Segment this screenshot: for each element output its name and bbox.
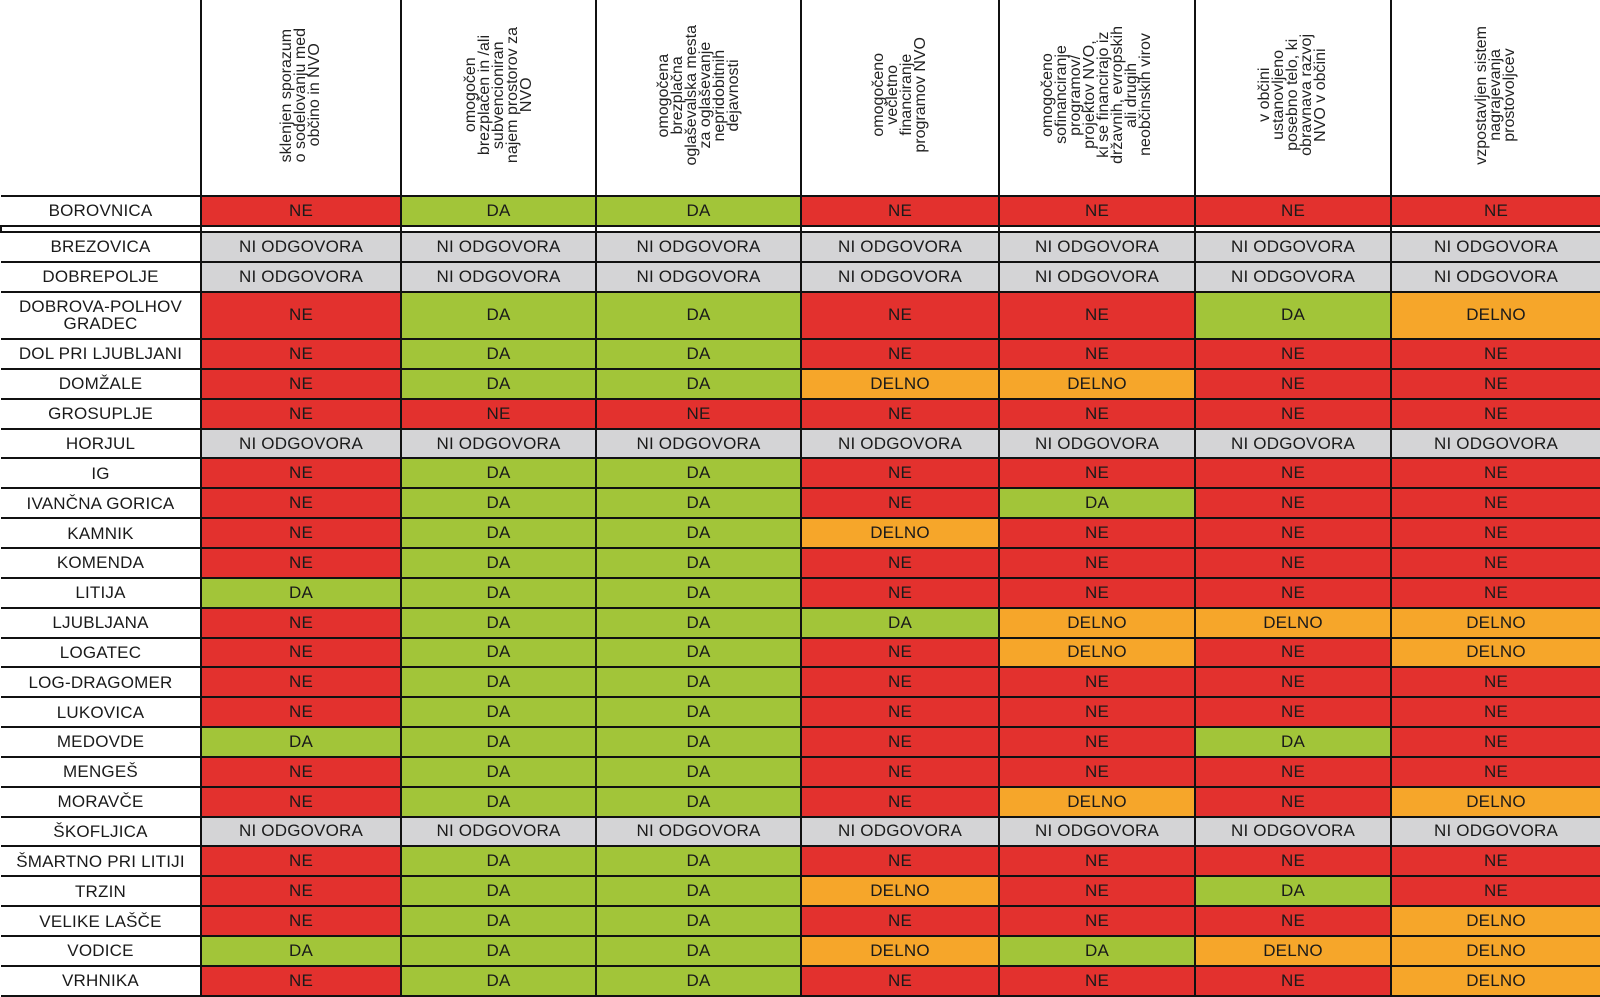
answer-cell: NE xyxy=(999,906,1195,936)
answer-cell: DA xyxy=(401,667,596,697)
municipality-label: ŠMARTNO PRI LITIJI xyxy=(1,846,201,876)
answer-cell: NI ODGOVORA xyxy=(801,232,999,262)
table-row xyxy=(1,906,1600,936)
table-row xyxy=(1,369,1600,399)
answer-cell: DA xyxy=(596,548,801,578)
answer-cell: DA xyxy=(999,936,1195,966)
answer-cell: NE xyxy=(801,787,999,817)
answer-cell: NE xyxy=(1391,399,1600,429)
answer-cell: NI ODGOVORA xyxy=(801,817,999,847)
answer-cell: NE xyxy=(201,339,401,369)
table-row xyxy=(1,936,1600,966)
municipality-label: VODICE xyxy=(1,936,201,966)
answer-cell: NE xyxy=(401,399,596,429)
answer-cell: DA xyxy=(401,936,596,966)
answer-cell: NE xyxy=(201,548,401,578)
answer-cell: NE xyxy=(201,787,401,817)
answer-cell: DA xyxy=(401,638,596,668)
answer-cell: DA xyxy=(401,727,596,757)
answer-cell: NE xyxy=(999,548,1195,578)
table-row xyxy=(1,518,1600,548)
table-row xyxy=(1,787,1600,817)
answer-cell: DA xyxy=(401,518,596,548)
answer-cell: DA xyxy=(596,638,801,668)
answer-cell: DA xyxy=(596,369,801,399)
answer-cell: DA xyxy=(596,757,801,787)
answer-cell: NE xyxy=(801,846,999,876)
answer-cell: NI ODGOVORA xyxy=(1391,262,1600,292)
answer-cell: NE xyxy=(1195,488,1391,518)
answer-cell: NE xyxy=(999,339,1195,369)
answer-cell: DA xyxy=(596,578,801,608)
answer-cell: NE xyxy=(201,638,401,668)
answer-cell: NE xyxy=(801,757,999,787)
municipality-label: LOGATEC xyxy=(1,638,201,668)
answer-cell: DELNO xyxy=(999,608,1195,638)
answer-cell: NI ODGOVORA xyxy=(596,232,801,262)
answer-cell: NE xyxy=(1195,339,1391,369)
answer-cell: NE xyxy=(999,966,1195,996)
column-header-label: sklenjen sporazum o sodelovanju med občino in NVO xyxy=(278,27,323,163)
answer-cell: DA xyxy=(201,578,401,608)
answer-cell: DELNO xyxy=(1391,638,1600,668)
answer-cell: DA xyxy=(401,196,596,226)
answer-cell: DA xyxy=(401,697,596,727)
answer-cell: DELNO xyxy=(801,518,999,548)
answer-cell: NE xyxy=(596,399,801,429)
answer-cell: NE xyxy=(201,846,401,876)
answer-cell: DA xyxy=(1195,292,1391,339)
answer-cell: DA xyxy=(401,292,596,339)
table-row xyxy=(1,578,1600,608)
answer-cell: DA xyxy=(596,608,801,638)
answer-cell: NI ODGOVORA xyxy=(999,232,1195,262)
answer-cell: NE xyxy=(201,608,401,638)
answer-cell: DA xyxy=(596,876,801,906)
answer-cell: NI ODGOVORA xyxy=(801,262,999,292)
answer-cell: DA xyxy=(999,488,1195,518)
answer-cell: NE xyxy=(1195,846,1391,876)
answer-cell: NE xyxy=(1195,638,1391,668)
answer-cell: NE xyxy=(1195,966,1391,996)
answer-cell: DA xyxy=(596,727,801,757)
answer-cell: NE xyxy=(801,667,999,697)
answer-cell: NE xyxy=(1391,578,1600,608)
answer-cell: NE xyxy=(1391,458,1600,488)
column-header-label: omogočeno večletno financiranje programov NVO xyxy=(870,37,929,153)
column-header-label: omogočen brezplačen in /ali subvencioniran najem prostorov za NVO xyxy=(461,26,535,164)
municipality-label: VELIKE LAŠČE xyxy=(1,906,201,936)
answer-cell: NE xyxy=(999,876,1195,906)
answer-cell: NE xyxy=(999,578,1195,608)
answer-cell: DA xyxy=(401,578,596,608)
answer-cell: NE xyxy=(801,727,999,757)
municipality-label: DOBROVA-POLHOV GRADEC xyxy=(1,292,201,339)
answer-cell: NE xyxy=(1195,458,1391,488)
table-body xyxy=(1,196,1600,996)
answer-cell: NE xyxy=(1195,757,1391,787)
answer-cell: DA xyxy=(596,488,801,518)
answer-cell: NE xyxy=(1195,369,1391,399)
answer-cell: NE xyxy=(1391,697,1600,727)
answer-cell: NE xyxy=(1195,667,1391,697)
table-row xyxy=(1,638,1600,668)
answer-cell: NI ODGOVORA xyxy=(201,262,401,292)
answer-cell: NE xyxy=(1391,339,1600,369)
answer-cell: DA xyxy=(596,196,801,226)
municipality-label: ŠKOFLJICA xyxy=(1,817,201,847)
answer-cell: NI ODGOVORA xyxy=(1391,232,1600,262)
answer-cell: NI ODGOVORA xyxy=(1195,232,1391,262)
answer-cell: DELNO xyxy=(999,787,1195,817)
answer-cell: DA xyxy=(401,369,596,399)
answer-cell: DA xyxy=(596,339,801,369)
answer-cell: DA xyxy=(596,292,801,339)
answer-cell: DA xyxy=(596,966,801,996)
answer-cell: DELNO xyxy=(1391,936,1600,966)
answer-cell: NE xyxy=(1195,548,1391,578)
answer-cell: NE xyxy=(801,578,999,608)
table-row xyxy=(1,458,1600,488)
answer-cell: NE xyxy=(1195,518,1391,548)
answer-cell: NI ODGOVORA xyxy=(1195,817,1391,847)
answer-cell: NI ODGOVORA xyxy=(1195,262,1391,292)
answer-cell: NE xyxy=(999,846,1195,876)
answer-cell: NI ODGOVORA xyxy=(801,429,999,459)
answer-cell: NE xyxy=(1391,846,1600,876)
answer-cell: DA xyxy=(596,906,801,936)
municipality-label: MENGEŠ xyxy=(1,757,201,787)
municipality-label: DOL PRI LJUBLJANI xyxy=(1,339,201,369)
answer-cell: DA xyxy=(596,697,801,727)
answer-cell: NI ODGOVORA xyxy=(1391,817,1600,847)
column-header-label: v občini ustanovljeno posebno telo, ki obravnava razvoj NVO v občini xyxy=(1256,34,1329,156)
column-header xyxy=(801,0,999,196)
answer-cell: NI ODGOVORA xyxy=(596,262,801,292)
answer-cell: DA xyxy=(401,876,596,906)
table-row xyxy=(1,966,1600,996)
answer-cell: DA xyxy=(401,906,596,936)
answer-cell: DELNO xyxy=(1195,608,1391,638)
column-header xyxy=(401,0,596,196)
answer-cell: NI ODGOVORA xyxy=(201,232,401,262)
table-row xyxy=(1,232,1600,262)
answer-cell: DA xyxy=(401,846,596,876)
table-row xyxy=(1,292,1600,339)
table-row xyxy=(1,548,1600,578)
answer-cell: NE xyxy=(801,906,999,936)
answer-cell: NE xyxy=(801,488,999,518)
answer-cell: NE xyxy=(801,196,999,226)
answer-cell: DELNO xyxy=(999,369,1195,399)
answer-cell: NI ODGOVORA xyxy=(401,232,596,262)
answer-cell: NE xyxy=(801,697,999,727)
answer-cell: NE xyxy=(201,518,401,548)
table-row xyxy=(1,262,1600,292)
answer-cell: NE xyxy=(999,518,1195,548)
answer-cell: DELNO xyxy=(1195,936,1391,966)
column-header-label: vzpostavljen sistem nagrajevanja prostovoljcev xyxy=(1473,25,1518,165)
answer-cell: NE xyxy=(1391,518,1600,548)
municipality-label: VRHNIKA xyxy=(1,966,201,996)
answer-cell: NE xyxy=(1195,697,1391,727)
column-header xyxy=(596,0,801,196)
answer-cell: NE xyxy=(801,638,999,668)
answer-cell: DA xyxy=(201,727,401,757)
answer-cell: NE xyxy=(1391,488,1600,518)
table-row xyxy=(1,196,1600,226)
answer-cell: DA xyxy=(1195,727,1391,757)
answer-cell: NE xyxy=(999,727,1195,757)
answer-cell: NE xyxy=(999,292,1195,339)
answer-cell: NI ODGOVORA xyxy=(999,262,1195,292)
answer-cell: NI ODGOVORA xyxy=(401,262,596,292)
municipality-label: DOBREPOLJE xyxy=(1,262,201,292)
answer-cell: DA xyxy=(596,936,801,966)
table-row xyxy=(1,399,1600,429)
answer-cell: NE xyxy=(201,697,401,727)
answer-cell: DA xyxy=(401,548,596,578)
answer-cell: NE xyxy=(201,667,401,697)
answer-cell: DA xyxy=(596,667,801,697)
answer-cell: NE xyxy=(201,906,401,936)
column-header xyxy=(1391,0,1600,196)
answer-cell: NE xyxy=(201,488,401,518)
column-header-row xyxy=(1,0,1600,196)
municipality-label: GROSUPLJE xyxy=(1,399,201,429)
answer-cell: DELNO xyxy=(1391,608,1600,638)
answer-cell: NI ODGOVORA xyxy=(999,817,1195,847)
answer-cell: NE xyxy=(201,399,401,429)
answer-cell: DELNO xyxy=(801,936,999,966)
answer-cell: NE xyxy=(201,196,401,226)
answer-cell: NI ODGOVORA xyxy=(1195,429,1391,459)
answer-cell: NI ODGOVORA xyxy=(596,429,801,459)
answer-cell: NI ODGOVORA xyxy=(401,817,596,847)
answer-cell: DELNO xyxy=(1391,966,1600,996)
answer-cell: DA xyxy=(1195,876,1391,906)
answer-cell: DA xyxy=(201,936,401,966)
answer-cell: NE xyxy=(1391,876,1600,906)
answer-cell: DA xyxy=(596,518,801,548)
column-header xyxy=(1195,0,1391,196)
table-row xyxy=(1,757,1600,787)
answer-cell: NE xyxy=(1195,787,1391,817)
table-row xyxy=(1,429,1600,459)
answer-cell: DELNO xyxy=(801,876,999,906)
answer-cell: NE xyxy=(801,292,999,339)
answer-cell: NI ODGOVORA xyxy=(401,429,596,459)
table-row xyxy=(1,488,1600,518)
answer-cell: DA xyxy=(401,757,596,787)
answer-cell: DELNO xyxy=(999,638,1195,668)
answer-cell: NE xyxy=(999,667,1195,697)
column-header xyxy=(201,0,401,196)
municipality-label: KOMENDA xyxy=(1,548,201,578)
answer-cell: DA xyxy=(401,608,596,638)
answer-cell: NE xyxy=(201,369,401,399)
answer-cell: DA xyxy=(401,458,596,488)
table-row xyxy=(1,876,1600,906)
municipality-label: IVANČNA GORICA xyxy=(1,488,201,518)
answer-cell: NE xyxy=(1195,906,1391,936)
municipality-label: BREZOVICA xyxy=(1,232,201,262)
corner-cell xyxy=(1,0,201,196)
municipality-label: KAMNIK xyxy=(1,518,201,548)
answer-cell: NE xyxy=(201,292,401,339)
answer-cell: NE xyxy=(201,876,401,906)
answer-cell: NE xyxy=(201,966,401,996)
answer-cell: NE xyxy=(999,757,1195,787)
answer-cell: NE xyxy=(1391,196,1600,226)
table-row xyxy=(1,817,1600,847)
table-row xyxy=(1,667,1600,697)
answer-cell: NE xyxy=(1391,727,1600,757)
answer-cell: NE xyxy=(201,458,401,488)
answer-cell: NE xyxy=(801,966,999,996)
column-header-label: omogočena brezplačna oglaševalska mesta za oglaševanje nepridobitnih dejavnosti xyxy=(654,24,742,166)
answer-cell: NE xyxy=(1195,196,1391,226)
answer-cell: DELNO xyxy=(1391,906,1600,936)
answer-cell: NE xyxy=(801,548,999,578)
municipality-label: LOG-DRAGOMER xyxy=(1,667,201,697)
answer-cell: NE xyxy=(801,399,999,429)
table-row xyxy=(1,697,1600,727)
municipality-label: DOMŽALE xyxy=(1,369,201,399)
answer-cell: DA xyxy=(401,339,596,369)
answer-cell: NE xyxy=(201,757,401,787)
answer-cell: NE xyxy=(999,399,1195,429)
answer-cell: NI ODGOVORA xyxy=(999,429,1195,459)
answer-cell: NI ODGOVORA xyxy=(1391,429,1600,459)
answer-cell: DA xyxy=(596,787,801,817)
answer-cell: NI ODGOVORA xyxy=(201,817,401,847)
municipality-label: BOROVNICA xyxy=(1,196,201,226)
answer-cell: DA xyxy=(801,608,999,638)
answer-cell: NE xyxy=(801,339,999,369)
answer-cell: NE xyxy=(999,196,1195,226)
municipality-label: MORAVČE xyxy=(1,787,201,817)
answer-cell: NE xyxy=(999,697,1195,727)
municipality-label: MEDOVDE xyxy=(1,727,201,757)
municipality-label: LUKOVICA xyxy=(1,697,201,727)
answer-cell: DA xyxy=(401,787,596,817)
answer-cell: NE xyxy=(1391,369,1600,399)
table-row xyxy=(1,846,1600,876)
answer-cell: DELNO xyxy=(801,369,999,399)
answer-cell: NE xyxy=(801,458,999,488)
answer-cell: NE xyxy=(1391,757,1600,787)
municipality-label: HORJUL xyxy=(1,429,201,459)
column-header-label: omogočeno sofinanciranje programov/ projektov NVO, ki se financirajo iz državnih, evropskih ali drugih neobčinskih virov xyxy=(1039,26,1154,164)
column-header xyxy=(999,0,1195,196)
answer-cell: DELNO xyxy=(1391,292,1600,339)
municipality-label: LITIJA xyxy=(1,578,201,608)
answer-cell: NE xyxy=(1391,667,1600,697)
answer-cell: DA xyxy=(596,846,801,876)
answer-cell: DA xyxy=(596,458,801,488)
table-row xyxy=(1,727,1600,757)
municipality-label: IG xyxy=(1,458,201,488)
table-row xyxy=(1,608,1600,638)
answer-cell: NE xyxy=(1391,548,1600,578)
answer-cell: NI ODGOVORA xyxy=(201,429,401,459)
answer-cell: NE xyxy=(1195,399,1391,429)
answer-cell: DA xyxy=(401,488,596,518)
answer-cell: NE xyxy=(999,458,1195,488)
municipality-label: LJUBLJANA xyxy=(1,608,201,638)
table-row xyxy=(1,339,1600,369)
answer-cell: DA xyxy=(401,966,596,996)
municipality-label: TRZIN xyxy=(1,876,201,906)
answer-cell: NE xyxy=(1195,578,1391,608)
answer-cell: NI ODGOVORA xyxy=(596,817,801,847)
answer-cell: DELNO xyxy=(1391,787,1600,817)
